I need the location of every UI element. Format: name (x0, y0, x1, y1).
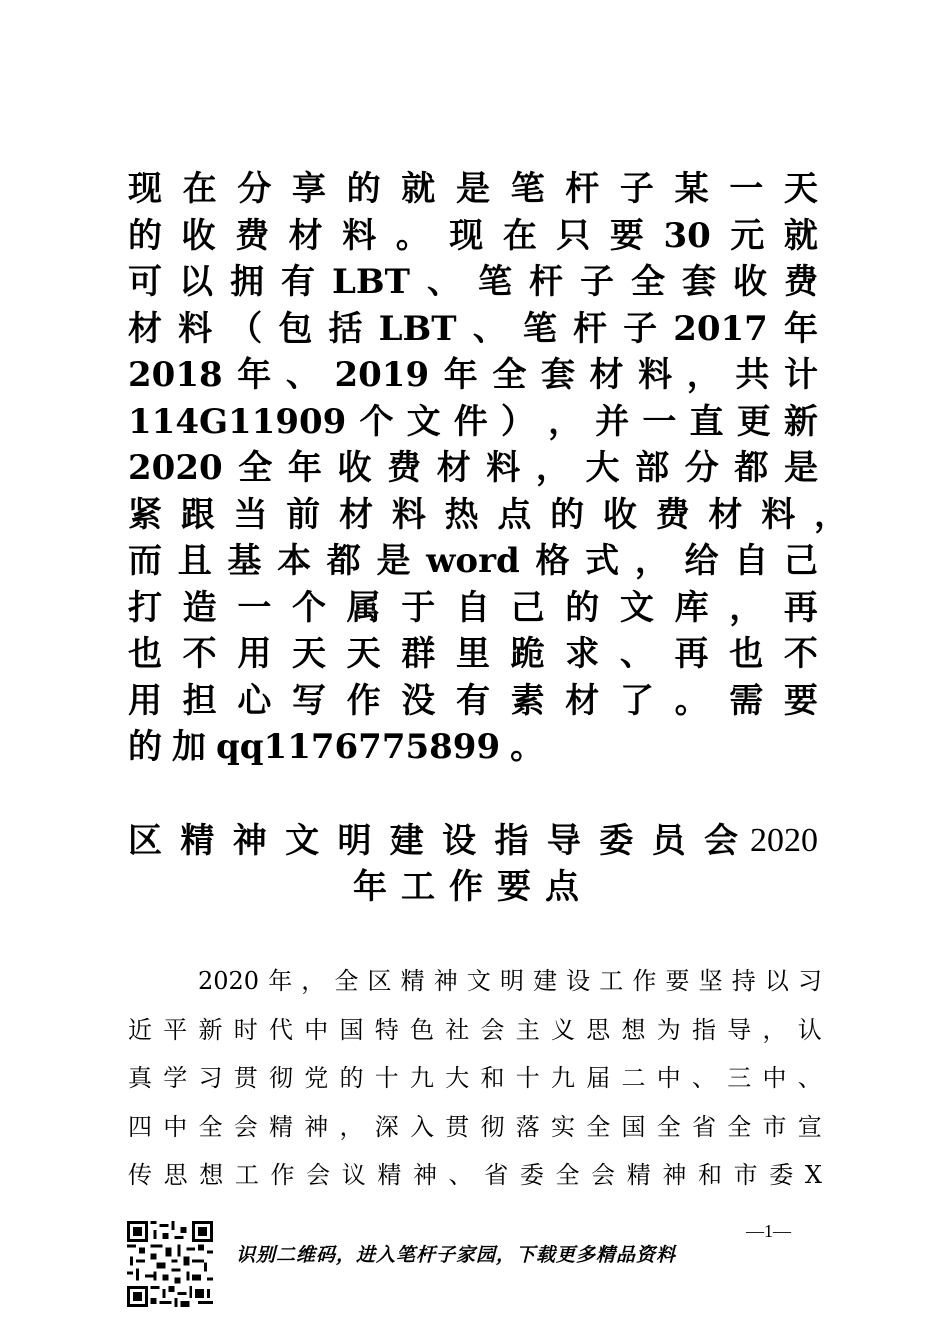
text-token: 料 (638, 355, 673, 395)
title-line-2: 年工作要点 (353, 867, 593, 907)
text-token: 文 (406, 401, 441, 442)
text-token: 也 (128, 634, 162, 674)
text-token: 年 (287, 448, 322, 488)
body-line (128, 957, 822, 1006)
text-token: 2020 (198, 967, 260, 995)
promo-line (128, 538, 818, 585)
text-token: ， (548, 401, 583, 442)
text-token: 分 (684, 448, 719, 488)
text-token: 套 (681, 262, 716, 302)
text-token: qq1176775899 (216, 727, 501, 767)
text-token: 以 (179, 262, 213, 302)
text-token: 费 (783, 262, 818, 302)
text-token: 、 (472, 308, 507, 349)
text-token: 30 (663, 215, 711, 256)
text-token: 杆 (528, 262, 563, 302)
text-token: 己 (510, 587, 545, 628)
title-year: 2020 (750, 822, 818, 859)
title-text-chars (128, 818, 738, 864)
text-token: 义 (551, 1015, 575, 1044)
text-token: 作 (632, 967, 657, 995)
text-token: 全 (630, 262, 665, 302)
text-token: 精 (377, 1161, 402, 1189)
text-token: 文 (619, 587, 654, 628)
promo-line (128, 166, 818, 213)
text-token: 没 (401, 680, 436, 721)
text-token: 的 (565, 587, 600, 628)
text-token: 代 (269, 1015, 293, 1044)
text-token: 贯 (233, 1064, 258, 1092)
text-token: 、 (619, 634, 654, 674)
text-token: X (804, 1161, 822, 1189)
text-token: 党 (304, 1064, 329, 1092)
text-token: 一 (729, 169, 764, 209)
text-token: 和 (480, 1064, 505, 1092)
text-token: 实 (551, 1112, 575, 1141)
text-token: 彻 (480, 1112, 505, 1141)
text-token: 明 (499, 967, 524, 995)
text-token: 天 (346, 634, 381, 674)
text-token: 平 (163, 1015, 188, 1044)
text-token: 2018 (128, 355, 223, 395)
text-token: 真 (128, 1064, 152, 1092)
text-token: ， (813, 494, 848, 535)
text-token: 。 (674, 680, 709, 721)
text-token: 前 (286, 494, 321, 535)
text-token: 材 (288, 215, 323, 256)
text-token: 的 (128, 215, 162, 256)
text-token: 、 (797, 1064, 822, 1092)
text-token: 子 (619, 169, 654, 209)
text-token: 建 (389, 821, 424, 861)
text-token: 全 (586, 1112, 611, 1141)
text-token: 可 (128, 262, 162, 302)
text-token: 杆 (565, 169, 600, 209)
text-token: 彻 (269, 1064, 293, 1092)
text-token: 再 (674, 634, 709, 674)
text-token: 省 (692, 1112, 716, 1141)
text-token: 国 (621, 1112, 646, 1141)
text-token: 年 (443, 355, 478, 395)
text-token: 件 (453, 401, 488, 442)
text-token: 深 (374, 1112, 399, 1141)
text-token: 享 (291, 169, 326, 209)
text-token: 中 (304, 1015, 329, 1044)
text-token: 更 (736, 401, 771, 442)
text-token: 十 (374, 1064, 399, 1092)
text-token: 色 (410, 1015, 434, 1044)
text-token: 新 (198, 1015, 223, 1044)
text-token: word (426, 541, 520, 581)
text-token: 都 (326, 541, 361, 581)
text-token: 了 (619, 680, 654, 721)
text-token: 入 (410, 1112, 434, 1141)
text-token: 神 (662, 1161, 687, 1189)
text-token: 费 (235, 215, 270, 256)
text-token: 落 (515, 1112, 540, 1141)
text-token: 精 (626, 1161, 651, 1189)
text-token: 写 (291, 680, 326, 721)
promo-line (128, 724, 818, 771)
text-token: 在 (182, 169, 217, 209)
text-token: 自 (734, 541, 769, 581)
text-token: 习 (797, 967, 822, 995)
text-token: 跪 (510, 634, 545, 674)
text-token: 导 (546, 821, 581, 861)
text-token: 十 (515, 1064, 540, 1092)
text-token: 库 (674, 587, 709, 628)
text-token: 导 (727, 1015, 752, 1044)
text-token: 需 (729, 680, 764, 721)
text-token: 造 (182, 587, 217, 628)
text-token: 区 (128, 821, 162, 861)
text-token: 基 (227, 541, 262, 581)
text-token: 2017 (673, 308, 768, 349)
text-token: 给 (684, 541, 719, 581)
text-token: 以 (764, 967, 789, 995)
text-token: 不 (182, 634, 217, 674)
promo-line (128, 585, 818, 632)
body-line (128, 1103, 822, 1152)
text-token: 九 (551, 1064, 575, 1092)
text-token: 区 (367, 967, 392, 995)
text-token: ， (762, 1015, 787, 1044)
text-token: 包 (278, 308, 313, 349)
text-token: 料 (486, 448, 521, 488)
text-token: 不 (783, 634, 818, 674)
text-token: 中 (762, 1064, 787, 1092)
text-token: 国 (339, 1015, 364, 1044)
text-token: 格 (535, 541, 570, 581)
text-token: 就 (783, 215, 818, 256)
text-token: ） (500, 401, 535, 442)
text-token: 设 (566, 967, 591, 995)
text-token: 全 (334, 967, 359, 995)
text-token: 四 (128, 1112, 152, 1141)
text-token: 且 (177, 541, 212, 581)
text-token: 子 (579, 262, 614, 302)
text-token: 而 (128, 541, 162, 581)
text-token: 括 (328, 308, 363, 349)
text-token: 全 (492, 355, 527, 395)
text-token: 工 (599, 967, 624, 995)
text-token: 材 (589, 355, 624, 395)
text-token: 加 (172, 727, 206, 767)
text-token: 担 (182, 680, 217, 721)
text-token: 要 (609, 215, 644, 256)
text-token: 素 (510, 680, 545, 721)
text-token: 神 (433, 967, 458, 995)
text-token: 宣 (797, 1112, 822, 1141)
text-token: 现 (128, 169, 162, 209)
text-token: 年 (783, 308, 818, 349)
text-token: 2020 (128, 448, 223, 488)
text-token: 共 (735, 355, 770, 395)
text-token: 某 (674, 169, 709, 209)
text-token: 心 (237, 680, 272, 721)
text-token: 材 (708, 494, 743, 535)
text-token: 里 (455, 634, 490, 674)
text-token: 省 (484, 1161, 509, 1189)
text-token: 笔 (510, 169, 545, 209)
text-token: 明 (337, 821, 372, 861)
text-token: 天 (783, 169, 818, 209)
text-token: 就 (401, 169, 436, 209)
text-token: 新 (783, 401, 818, 442)
text-token: 全 (555, 1161, 580, 1189)
text-token: 持 (731, 967, 756, 995)
text-token: 会 (703, 821, 738, 861)
text-token: 再 (783, 587, 818, 628)
text-token: 会 (591, 1161, 616, 1189)
text-token: 习 (198, 1064, 223, 1092)
text-token: ， (634, 541, 669, 581)
body-line (128, 1054, 822, 1103)
promo-line (128, 678, 818, 725)
text-token: 是 (783, 448, 818, 488)
text-token: 114G11909 (128, 401, 347, 442)
text-token: 神 (232, 821, 267, 861)
text-token: 认 (797, 1015, 822, 1044)
text-token: 大 (445, 1064, 470, 1092)
promo-line (128, 631, 818, 678)
text-token: 本 (277, 541, 312, 581)
text-token: 员 (651, 821, 686, 861)
promo-line (128, 213, 818, 260)
promo-paragraph (128, 166, 848, 771)
text-token: 材 (128, 308, 162, 349)
text-token: 委 (599, 821, 634, 861)
text-token: 神 (304, 1112, 329, 1141)
text-token: 属 (346, 587, 381, 628)
text-token: 九 (410, 1064, 434, 1092)
text-token: 要 (665, 967, 690, 995)
text-token: 作 (270, 1161, 295, 1189)
text-token: 收 (732, 262, 767, 302)
text-token: 全 (656, 1112, 681, 1141)
text-token: 当 (233, 494, 268, 535)
text-token: 精 (180, 821, 215, 861)
body-paragraph (128, 957, 822, 1200)
text-token: 拥 (230, 262, 264, 302)
text-token: 有 (281, 262, 315, 302)
text-token: 为 (656, 1015, 681, 1044)
text-token: 委 (769, 1161, 794, 1189)
text-token: 的 (346, 169, 381, 209)
text-token: 建 (533, 967, 558, 995)
text-token: 于 (401, 587, 436, 628)
text-token: 市 (733, 1161, 758, 1189)
text-token: ， (535, 448, 570, 488)
text-token: 、 (692, 1064, 716, 1092)
text-token: 用 (237, 634, 272, 674)
text-token: 要 (783, 680, 818, 721)
text-token: 收 (602, 494, 637, 535)
text-token: 会 (480, 1015, 505, 1044)
page-number: —1— (746, 1221, 791, 1241)
text-token: 2019 (334, 355, 430, 395)
text-token: 作 (346, 680, 381, 721)
qr-code-icon (127, 1221, 213, 1307)
text-token: 想 (199, 1161, 224, 1189)
text-token: 届 (586, 1064, 611, 1092)
text-token: 文 (466, 967, 491, 995)
text-token: 学 (163, 1064, 188, 1092)
text-token: 全 (727, 1112, 752, 1141)
text-token: 材 (436, 448, 471, 488)
text-token: 社 (445, 1015, 470, 1044)
text-token: 料 (342, 215, 377, 256)
text-token: 天 (291, 634, 326, 674)
text-token: 用 (128, 680, 162, 721)
text-token: 市 (762, 1112, 787, 1141)
text-token: 中 (163, 1112, 188, 1141)
text-token: 一 (642, 401, 677, 442)
text-token: 笔 (522, 308, 557, 349)
promo-line (128, 352, 818, 399)
text-token: 都 (734, 448, 769, 488)
text-token: 自 (455, 587, 490, 628)
promo-line (128, 259, 818, 306)
text-token: 全 (198, 1112, 223, 1141)
text-token: 和 (698, 1161, 722, 1189)
text-token: 收 (181, 215, 216, 256)
text-token: 想 (621, 1015, 646, 1044)
text-token: 分 (237, 169, 272, 209)
text-token: 部 (635, 448, 670, 488)
text-token: 主 (515, 1015, 540, 1044)
text-token: 会 (233, 1112, 258, 1141)
text-token: ， (729, 587, 764, 628)
text-token: 指 (494, 821, 529, 861)
text-token: 热 (444, 494, 479, 535)
text-token: 精 (269, 1112, 293, 1141)
text-token: ， (686, 355, 721, 395)
text-token: 思 (586, 1015, 611, 1044)
text-token: 议 (341, 1161, 366, 1189)
text-token: 材 (339, 494, 374, 535)
text-token: 贯 (445, 1112, 470, 1141)
text-token: 坚 (698, 967, 723, 995)
text-token: 也 (729, 634, 764, 674)
text-token: 只 (556, 215, 591, 256)
text-token: 工 (234, 1161, 259, 1189)
text-token: 三 (727, 1064, 752, 1092)
text-token: （ (228, 308, 263, 349)
text-token: 套 (540, 355, 575, 395)
text-token: 求 (565, 634, 600, 674)
text-token: 全 (238, 448, 273, 488)
text-token: 精 (400, 967, 425, 995)
text-token: 现 (449, 215, 484, 256)
text-token: 在 (502, 215, 537, 256)
document-title (128, 818, 818, 910)
text-token: 杆 (572, 308, 607, 349)
text-token: 式 (585, 541, 620, 581)
text-token: 点 (497, 494, 532, 535)
text-token: 计 (783, 355, 818, 395)
text-token: 的 (339, 1064, 364, 1092)
footer-slogan: 识别二维码，进入笔杆子家园，下载更多精品资料 (236, 1244, 677, 1266)
text-token: 特 (374, 1015, 399, 1044)
text-token: 、 (285, 355, 320, 395)
text-token: 一 (237, 587, 272, 628)
text-token: 群 (401, 634, 436, 674)
text-token: 有 (455, 680, 490, 721)
text-token: 材 (565, 680, 600, 721)
text-token: 元 (730, 215, 765, 256)
text-token: 时 (233, 1015, 258, 1044)
text-token: 。 (395, 215, 430, 256)
text-token: 、 (448, 1161, 473, 1189)
body-line (128, 1006, 822, 1055)
text-token: 是 (455, 169, 490, 209)
text-token: 文 (285, 821, 320, 861)
text-token: 传 (128, 1161, 152, 1189)
text-token: 思 (163, 1161, 188, 1189)
text-token: 个 (359, 401, 394, 442)
text-token: 料 (761, 494, 796, 535)
text-token: 二 (621, 1064, 646, 1092)
text-token: 是 (376, 541, 411, 581)
text-token: 的 (550, 494, 585, 535)
text-token: 设 (442, 821, 477, 861)
text-token: 费 (387, 448, 422, 488)
text-token: 神 (413, 1161, 437, 1189)
text-token: 中 (656, 1064, 681, 1092)
text-token: 直 (689, 401, 724, 442)
body-line (128, 1151, 822, 1200)
text-token: 会 (306, 1161, 331, 1189)
text-token: 收 (337, 448, 372, 488)
text-token: 打 (128, 587, 162, 628)
text-token: 并 (595, 401, 630, 442)
text-token: 紧 (128, 494, 162, 535)
text-token: 、 (426, 262, 461, 302)
text-token: 料 (178, 308, 213, 349)
text-token: ， (339, 1112, 364, 1141)
text-token: 费 (655, 494, 690, 535)
promo-line (128, 492, 848, 539)
text-token: 己 (783, 541, 818, 581)
promo-line (128, 445, 818, 492)
promo-line (128, 306, 818, 353)
text-token: 个 (291, 587, 326, 628)
text-token: ， (301, 967, 326, 995)
text-token: LBT (378, 308, 457, 349)
text-token: 。 (510, 727, 545, 767)
text-token: 跟 (180, 494, 215, 535)
text-token: 年 (268, 967, 293, 995)
text-token: 委 (519, 1161, 544, 1189)
text-token: 子 (623, 308, 658, 349)
text-token: 指 (692, 1015, 716, 1044)
title-line-1 (128, 818, 818, 864)
text-token: 料 (391, 494, 426, 535)
text-token: 笔 (477, 262, 512, 302)
promo-line (128, 399, 818, 446)
text-token: 年 (237, 355, 272, 395)
text-token: LBT (332, 262, 410, 302)
text-token: 近 (128, 1015, 152, 1044)
text-token: 大 (585, 448, 620, 488)
text-token: 的 (128, 727, 162, 767)
